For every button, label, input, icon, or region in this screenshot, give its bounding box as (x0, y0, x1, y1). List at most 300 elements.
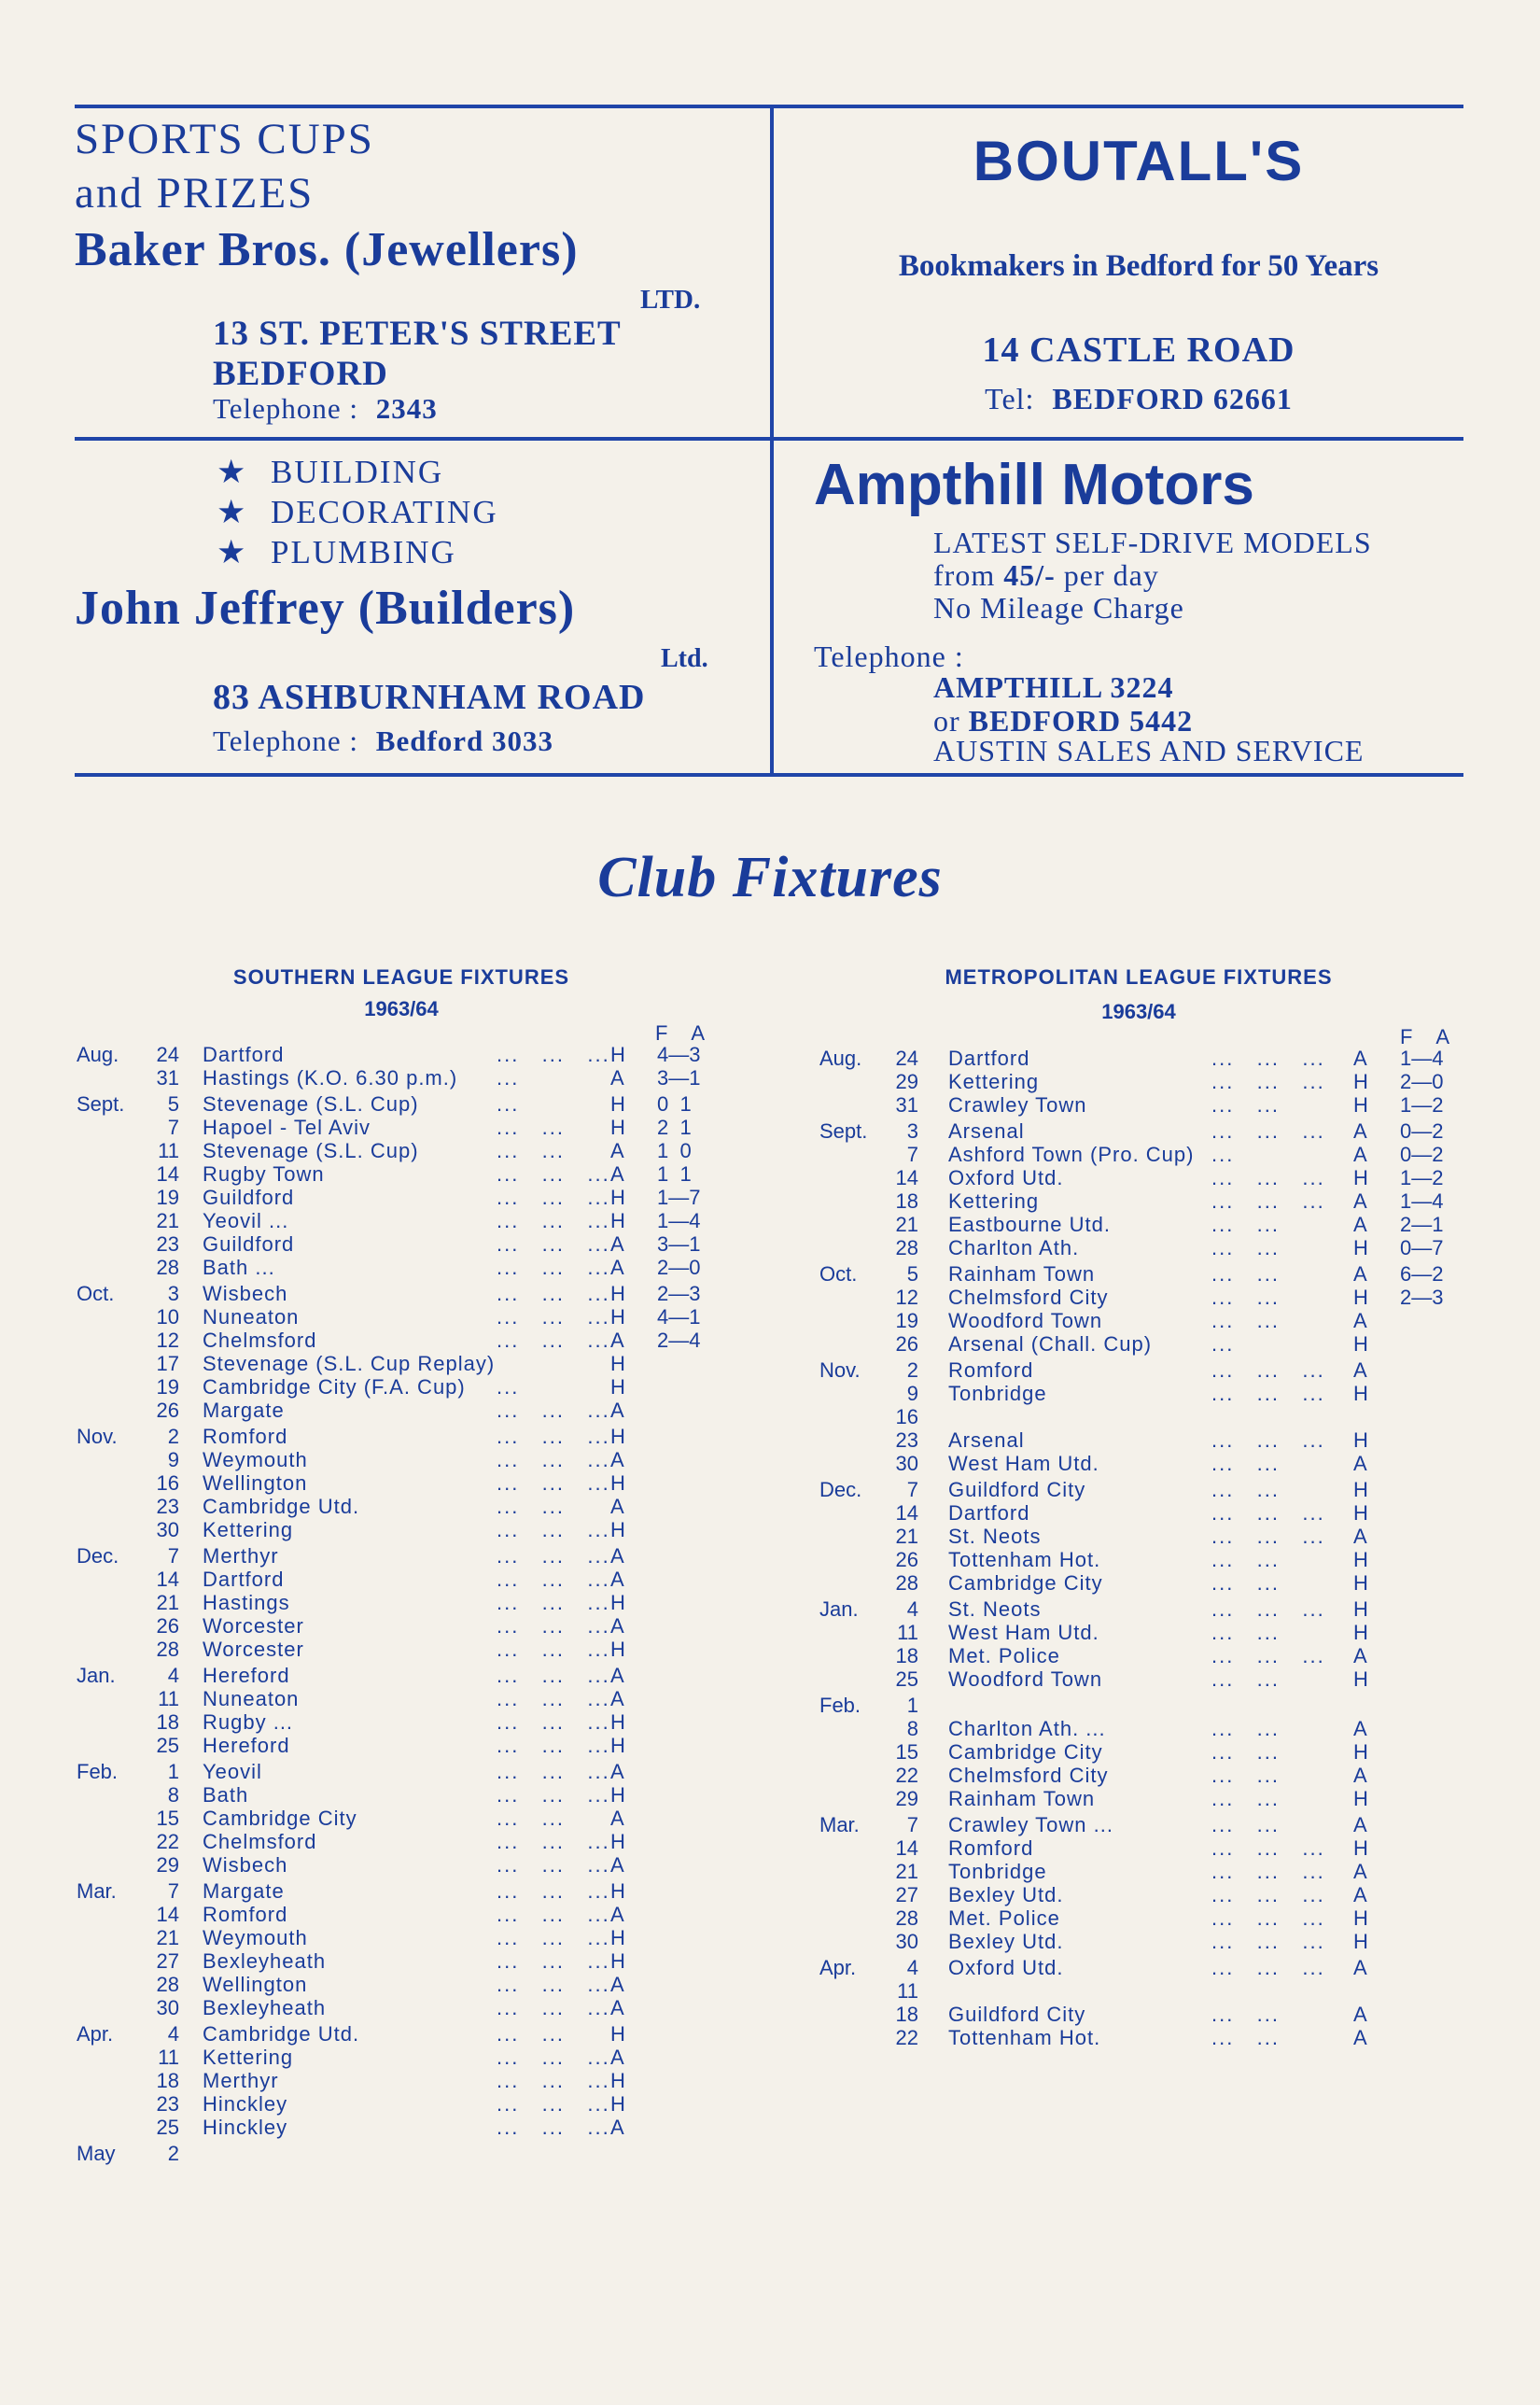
fixture-month: Nov. (77, 1425, 118, 1448)
fixture-venue: H (610, 1375, 625, 1399)
metropolitan-fixture-row (819, 2026, 1473, 2049)
fixture-leader-dots: ... ... (497, 1116, 566, 1139)
fixture-opponent: Romford (203, 1903, 288, 1926)
fixture-leader-dots: ... (1211, 1143, 1235, 1166)
fixture-leader-dots: ... ... ... (497, 1949, 610, 1973)
fixture-score: 1—2 (1400, 1093, 1444, 1117)
fixture-venue: H (1353, 1621, 1368, 1644)
fixture-leader-dots: ... ... ... (497, 1162, 610, 1186)
southern-fixture-row (77, 1232, 749, 1256)
fixture-leader-dots: ... ... ... (1211, 1358, 1325, 1382)
fixture-venue: A (1353, 1189, 1367, 1213)
fixture-opponent: Bath ... (203, 1256, 275, 1279)
fixture-date: 30 (156, 1996, 179, 2019)
fixture-month: Feb. (77, 1760, 119, 1783)
ad-jeffrey-address: 83 ASHBURNHAM ROAD (213, 678, 646, 717)
fixture-opponent: Stevenage (S.L. Cup) (203, 1092, 419, 1116)
fixture-venue: A (1353, 1644, 1367, 1667)
fixture-leader-dots: ... (497, 1066, 520, 1090)
ad-ampthill-offer (933, 527, 1372, 625)
fixture-opponent: Guildford (203, 1232, 295, 1256)
metropolitan-fixture-row (819, 1143, 1473, 1166)
fixture-opponent: Worcester (203, 1614, 304, 1638)
southern-fixture-row (77, 1425, 749, 1448)
ad-ampthill-tel1: AMPTHILL 3224 (933, 670, 1174, 704)
fixture-leader-dots: ... ... (1211, 2026, 1281, 2049)
metropolitan-fixture-row (819, 1694, 1473, 1717)
fixture-leader-dots: ... ... ... (497, 2116, 610, 2139)
fixture-opponent: Kettering (203, 2046, 294, 2069)
fixture-date: 21 (895, 1213, 918, 1236)
ad-jeffrey-tel-number: Bedford 3033 (375, 724, 554, 757)
southern-fixture-row (77, 1352, 749, 1375)
fixture-opponent: Romford (948, 1358, 1034, 1382)
fixture-venue: A (610, 1544, 624, 1568)
fixture-leader-dots: ... ... ... (497, 1329, 610, 1352)
metropolitan-fixture-row (819, 1166, 1473, 1189)
fixture-date: 9 (906, 1382, 918, 1405)
metropolitan-fixture-row (819, 1883, 1473, 1906)
southern-fixture-row (77, 1903, 749, 1926)
fixture-opponent: Cambridge Utd. (203, 1495, 360, 1518)
fixture-leader-dots: ... ... ... (1211, 1382, 1325, 1405)
fixture-venue: A (610, 1903, 624, 1926)
ad-ampthill-line3: No Mileage Charge (933, 591, 1184, 625)
fixture-date: 25 (895, 1667, 918, 1691)
fixture-venue: H (1353, 1836, 1368, 1860)
fixture-date: 11 (897, 1621, 918, 1644)
ad-jeffrey-service-item: ★ DECORATING (217, 494, 498, 530)
fixture-date: 26 (156, 1614, 179, 1638)
fixture-venue: A (1353, 1813, 1367, 1836)
fixture-leader-dots: ... ... (1211, 1764, 1281, 1787)
fixture-opponent: Met. Police (948, 1906, 1060, 1930)
southern-fixture-row (77, 1209, 749, 1232)
metropolitan-fixture-row (819, 1501, 1473, 1525)
fixture-leader-dots: ... ... ... (497, 1209, 610, 1232)
fixture-date: 28 (895, 1236, 918, 1259)
fixture-date: 5 (906, 1262, 918, 1286)
ad-grid-middle-rule (75, 437, 1463, 441)
ad-baker-address-line1: 13 ST. PETER'S STREET (213, 315, 622, 353)
southern-fixture-row (77, 1139, 749, 1162)
fixture-date: 23 (156, 2092, 179, 2116)
fixture-leader-dots: ... ... (1211, 1309, 1281, 1332)
southern-fixture-row (77, 1375, 749, 1399)
fixture-opponent: Crawley Town ... (948, 1813, 1113, 1836)
fixture-opponent: Romford (948, 1836, 1034, 1860)
fixture-opponent: Wellington (203, 1471, 308, 1495)
fixture-leader-dots: ... ... ... (497, 1664, 610, 1687)
southern-fixture-row (77, 1518, 749, 1541)
fixture-leader-dots: ... ... (1211, 1813, 1281, 1836)
ad-baker-address (213, 314, 622, 394)
ad-boutall-tagline: Bookmakers in Bedford for 50 Years (898, 249, 1379, 283)
fixture-date: 28 (156, 1973, 179, 1996)
southern-fixture-row (77, 1305, 749, 1329)
ad-jeffrey-services (217, 452, 498, 572)
metropolitan-fixture-row (819, 1930, 1473, 1953)
southern-fixture-row (77, 1043, 749, 1066)
fixture-month: Aug. (819, 1047, 862, 1070)
fixture-date: 31 (895, 1093, 918, 1117)
ad-baker-tel-label: Telephone : (213, 392, 359, 425)
fixture-leader-dots: ... ... ... (1211, 1860, 1325, 1883)
fixture-venue: A (1353, 2026, 1367, 2049)
metropolitan-fixture-row (819, 1286, 1473, 1309)
fixture-date: 10 (156, 1305, 179, 1329)
southern-fixture-row (77, 1614, 749, 1638)
fixture-date: 29 (156, 1853, 179, 1877)
fixture-month: Mar. (819, 1813, 860, 1836)
fixture-score: 6—2 (1400, 1262, 1444, 1286)
metropolitan-fixture-row (819, 1213, 1473, 1236)
metropolitan-fixture-row (819, 1571, 1473, 1595)
fixture-venue: A (610, 1232, 624, 1256)
metropolitan-fixture-row (819, 1597, 1473, 1621)
fixture-date: 14 (156, 1568, 179, 1591)
fixture-venue: A (610, 1066, 624, 1090)
southern-fixture-row (77, 1926, 749, 1949)
fixture-venue: A (610, 1996, 624, 2019)
fixture-opponent: Kettering (948, 1189, 1040, 1213)
fixture-leader-dots: ... ... (1211, 1236, 1281, 1259)
fixture-leader-dots: ... ... ... (497, 1425, 610, 1448)
southern-fixture-row (77, 1329, 749, 1352)
southern-fixture-row (77, 2142, 749, 2165)
fixture-leader-dots: ... ... ... (497, 1687, 610, 1710)
fixture-venue: H (610, 1734, 625, 1757)
fixture-venue: A (610, 1614, 624, 1638)
fixture-date: 22 (895, 2026, 918, 2049)
fixture-venue: A (610, 1664, 624, 1687)
southern-fixture-row (77, 1282, 749, 1305)
fixture-score: 3—1 (657, 1066, 701, 1090)
ad-jeffrey-name: John Jeffrey (Builders) (75, 582, 576, 635)
fixture-leader-dots: ... ... ... (1211, 1956, 1325, 1979)
southern-fixture-row (77, 1879, 749, 1903)
metropolitan-fixture-row (819, 1358, 1473, 1382)
fixture-venue: H (1353, 1906, 1368, 1930)
fixture-opponent: Cambridge Utd. (203, 2022, 360, 2046)
fixture-date: 23 (156, 1232, 179, 1256)
fixture-date: 11 (158, 2046, 179, 2069)
fixture-opponent: Dartford (203, 1568, 285, 1591)
ad-baker-tel-number: 2343 (375, 392, 438, 425)
fixture-date: 29 (895, 1070, 918, 1093)
southern-fixture-row (77, 1949, 749, 1973)
fixture-opponent: Ashford Town (Pro. Cup) (948, 1143, 1195, 1166)
fixture-date: 28 (895, 1571, 918, 1595)
ad-boutall-tel-label: Tel: (985, 382, 1035, 415)
metropolitan-fixture-row (819, 1764, 1473, 1787)
southern-fixture-row (77, 1853, 749, 1877)
fixture-date: 21 (156, 1926, 179, 1949)
fixture-opponent: Tottenham Hot. (948, 2026, 1101, 2049)
fixture-opponent: Arsenal (Chall. Cup) (948, 1332, 1153, 1356)
fixture-leader-dots: ... ... (1211, 1093, 1281, 1117)
southern-fixture-row (77, 1544, 749, 1568)
fixture-venue: H (1353, 1332, 1368, 1356)
fixture-score: 0—2 (1400, 1119, 1444, 1143)
fixture-leader-dots: ... ... ... (497, 2092, 610, 2116)
fixture-date: 11 (158, 1687, 179, 1710)
fixture-date: 24 (156, 1043, 179, 1066)
fixture-date: 2 (906, 1358, 918, 1382)
fixture-opponent: Wisbech (203, 1282, 288, 1305)
fixture-opponent: St. Neots (948, 1525, 1042, 1548)
southern-fixture-row (77, 1664, 749, 1687)
fixture-date: 14 (895, 1166, 918, 1189)
fixture-date: 24 (895, 1047, 918, 1070)
ad-boutall-address: 14 CASTLE ROAD (982, 331, 1295, 370)
fixture-opponent: Charlton Ath. (948, 1236, 1080, 1259)
fixture-month: Oct. (77, 1282, 115, 1305)
southern-fixture-row (77, 1734, 749, 1757)
southern-fixture-row (77, 2022, 749, 2046)
fixture-opponent: Chelmsford City (948, 1764, 1109, 1787)
fixture-date: 22 (156, 1830, 179, 1853)
ad-ampthill-line2: from 45/- per day (933, 558, 1159, 592)
fixture-score: 1 0 (657, 1139, 692, 1162)
fixture-opponent: Stevenage (S.L. Cup Replay) (203, 1352, 496, 1375)
fixture-venue: H (610, 1116, 625, 1139)
fixture-opponent: Worcester (203, 1638, 304, 1661)
fixture-date: 2 (167, 2142, 179, 2165)
ad-boutall-tel-number: BEDFORD 62661 (1052, 382, 1293, 415)
fixture-date: 7 (906, 1143, 918, 1166)
southern-fixture-row (77, 1186, 749, 1209)
fixture-venue: A (1353, 1525, 1367, 1548)
fixture-date: 15 (895, 1740, 918, 1764)
fixture-score: 3—1 (657, 1232, 701, 1256)
southern-fixture-row (77, 1783, 749, 1807)
fixture-opponent: Tonbridge (948, 1860, 1047, 1883)
fixture-opponent: Kettering (203, 1518, 294, 1541)
metropolitan-fixture-row (819, 1309, 1473, 1332)
fixture-date: 5 (167, 1092, 179, 1116)
fixture-score: 1—4 (657, 1209, 701, 1232)
fixture-venue: H (610, 1783, 625, 1807)
southern-fixture-row (77, 1399, 749, 1422)
ad-grid-divider (770, 107, 774, 773)
fixture-opponent: Merthyr (203, 2069, 279, 2092)
ad-grid-top-rule (75, 105, 1463, 108)
fixture-opponent: Bath (203, 1783, 249, 1807)
fixture-opponent: Guildford City (948, 2003, 1086, 2026)
fixture-venue: H (1353, 1548, 1368, 1571)
fixture-opponent: Weymouth (203, 1926, 308, 1949)
metropolitan-fixture-row (819, 1525, 1473, 1548)
fixture-month: Apr. (77, 2022, 114, 2046)
fixture-opponent: Hapoel - Tel Aviv (203, 1116, 371, 1139)
fixture-opponent: Tonbridge (948, 1382, 1047, 1405)
fixture-leader-dots: ... ... ... (497, 1710, 610, 1734)
fixture-leader-dots: ... ... ... (497, 1282, 610, 1305)
fixture-opponent: Nuneaton (203, 1687, 300, 1710)
fixture-score: 1—2 (1400, 1166, 1444, 1189)
fixture-date: 14 (895, 1836, 918, 1860)
metropolitan-fixture-row (819, 1332, 1473, 1356)
fixture-venue: A (610, 1448, 624, 1471)
fixture-date: 21 (156, 1591, 179, 1614)
fixture-leader-dots: ... ... (1211, 1621, 1281, 1644)
fixture-date: 7 (906, 1478, 918, 1501)
fixture-leader-dots: ... ... ... (497, 1591, 610, 1614)
fixture-date: 23 (895, 1428, 918, 1452)
fixture-opponent: Yeovil (203, 1760, 262, 1783)
fixture-venue: A (610, 1568, 624, 1591)
fixture-venue: H (1353, 1787, 1368, 1810)
fixture-opponent: Cambridge City (203, 1807, 357, 1830)
fixture-opponent: Hinckley (203, 2092, 288, 2116)
fixture-opponent: Bexley Utd. (948, 1930, 1064, 1953)
fixture-venue: H (1353, 1930, 1368, 1953)
fixture-date: 3 (906, 1119, 918, 1143)
southern-fixture-row (77, 2046, 749, 2069)
fixture-venue: H (610, 2092, 625, 2116)
fixture-opponent: Bexleyheath (203, 1949, 327, 1973)
ad-grid-bottom-rule (75, 773, 1463, 777)
fixture-opponent: Cambridge City (948, 1571, 1103, 1595)
ad-jeffrey-ltd: Ltd. (661, 644, 708, 673)
fixture-date: 25 (156, 1734, 179, 1757)
southern-fixture-row (77, 1568, 749, 1591)
southern-fixture-row (77, 1807, 749, 1830)
fixture-score: 1 1 (657, 1162, 692, 1186)
fixture-leader-dots: ... ... ... (497, 2069, 610, 2092)
fixture-leader-dots: ... ... ... (497, 1830, 610, 1853)
fixture-opponent: Chelmsford (203, 1329, 317, 1352)
fixture-leader-dots: ... ... (497, 2022, 566, 2046)
fixture-date: 11 (897, 1979, 918, 2003)
fixture-leader-dots: ... ... ... (497, 1996, 610, 2019)
fixture-venue: A (1353, 1956, 1367, 1979)
fixture-leader-dots: ... ... ... (497, 1879, 610, 1903)
fixture-date: 4 (906, 1956, 918, 1979)
fixture-leader-dots: ... ... (497, 1495, 566, 1518)
fixture-date: 18 (156, 2069, 179, 2092)
fixture-date: 28 (895, 1906, 918, 1930)
metropolitan-fixture-row (819, 1405, 1473, 1428)
fixture-opponent: Nuneaton (203, 1305, 300, 1329)
ad-baker-heading-line1: SPORTS CUPS (75, 115, 374, 163)
fixture-venue: A (1353, 2003, 1367, 2026)
ad-baker-ltd: LTD. (640, 285, 701, 315)
southern-fixture-row (77, 1710, 749, 1734)
fixture-opponent: Yeovil ... (203, 1209, 289, 1232)
fixture-leader-dots: ... ... (1211, 1717, 1281, 1740)
fixture-leader-dots: ... ... ... (497, 1518, 610, 1541)
southern-season: 1963/64 (364, 997, 439, 1020)
fixture-date: 28 (156, 1638, 179, 1661)
fixture-leader-dots: ... ... ... (497, 1734, 610, 1757)
star-icon: ★ (217, 534, 248, 570)
fixture-venue: A (1353, 1358, 1367, 1382)
fixture-date: 14 (895, 1501, 918, 1525)
fixture-opponent: Woodford Town (948, 1309, 1103, 1332)
fixture-date: 15 (156, 1807, 179, 1830)
fixture-leader-dots: ... ... ... (1211, 1428, 1325, 1452)
metropolitan-fixture-row (819, 1452, 1473, 1475)
fixture-opponent: Met. Police (948, 1644, 1060, 1667)
fixture-date: 19 (895, 1309, 918, 1332)
fixture-opponent: Hereford (203, 1734, 290, 1757)
fixture-venue: A (1353, 1860, 1367, 1883)
fixture-venue: H (610, 2069, 625, 2092)
southern-fixture-row (77, 1591, 749, 1614)
fixture-venue: A (1353, 1717, 1367, 1740)
southern-fixture-row (77, 2069, 749, 2092)
fixture-opponent: Charlton Ath. ... (948, 1717, 1106, 1740)
ad-jeffrey-service-item: ★ PLUMBING (217, 534, 456, 570)
fixture-opponent: Crawley Town (948, 1093, 1087, 1117)
metropolitan-fixture-row (819, 1070, 1473, 1093)
fixture-venue: H (1353, 1070, 1368, 1093)
fixture-date: 8 (167, 1783, 179, 1807)
fixture-leader-dots: ... ... ... (1211, 1930, 1325, 1953)
fixture-opponent: Weymouth (203, 1448, 308, 1471)
fixture-venue: H (610, 1425, 625, 1448)
fixture-month: Dec. (819, 1478, 862, 1501)
fixture-opponent: Margate (203, 1399, 285, 1422)
fixture-date: 18 (895, 1644, 918, 1667)
fixture-opponent: Chelmsford City (948, 1286, 1109, 1309)
metropolitan-fixture-row (819, 2003, 1473, 2026)
fixture-month: Oct. (819, 1262, 858, 1286)
ad-boutall-telephone (770, 382, 1507, 416)
fixture-leader-dots: ... ... (497, 1139, 566, 1162)
fixture-venue: H (1353, 1166, 1368, 1189)
star-icon: ★ (217, 454, 248, 490)
fixture-leader-dots: ... ... ... (497, 1760, 610, 1783)
fixture-date: 7 (167, 1116, 179, 1139)
metropolitan-fixture-row (819, 1787, 1473, 1810)
metropolitan-fixture-row (819, 1382, 1473, 1405)
fixture-leader-dots: ... ... ... (1211, 1166, 1325, 1189)
fixture-month: Feb. (819, 1694, 861, 1717)
fixture-opponent: Rainham Town (948, 1262, 1096, 1286)
fixture-venue: A (1353, 1119, 1367, 1143)
metropolitan-fixture-row (819, 1189, 1473, 1213)
fixture-venue: A (610, 1853, 624, 1877)
fixture-venue: A (1353, 1883, 1367, 1906)
fixture-date: 3 (167, 1282, 179, 1305)
metropolitan-fixture-row (819, 1717, 1473, 1740)
ad-ampthill-telephone (933, 670, 1193, 738)
fixture-leader-dots: ... ... ... (1211, 1597, 1325, 1621)
fixture-leader-dots: ... ... ... (497, 1471, 610, 1495)
fixture-venue: H (610, 1471, 625, 1495)
fixture-venue: A (1353, 1213, 1367, 1236)
fixture-date: 1 (906, 1694, 918, 1717)
fixture-date: 28 (156, 1256, 179, 1279)
fixture-date: 4 (167, 2022, 179, 2046)
ad-ampthill-service: AUSTIN SALES AND SERVICE (933, 734, 1365, 767)
fixture-date: 9 (167, 1448, 179, 1471)
fixture-date: 21 (895, 1860, 918, 1883)
fixture-venue: A (1353, 1143, 1367, 1166)
fixture-date: 31 (156, 1066, 179, 1090)
fixture-leader-dots: ... ... ... (497, 1043, 610, 1066)
fixture-opponent: Chelmsford (203, 1830, 317, 1853)
fixture-leader-dots: ... ... (497, 1807, 566, 1830)
fixture-venue: A (1353, 1452, 1367, 1475)
fixture-date: 23 (156, 1495, 179, 1518)
southern-fixture-row (77, 1066, 749, 1090)
southern-fixture-row (77, 1830, 749, 1853)
fixture-venue: H (610, 1638, 625, 1661)
